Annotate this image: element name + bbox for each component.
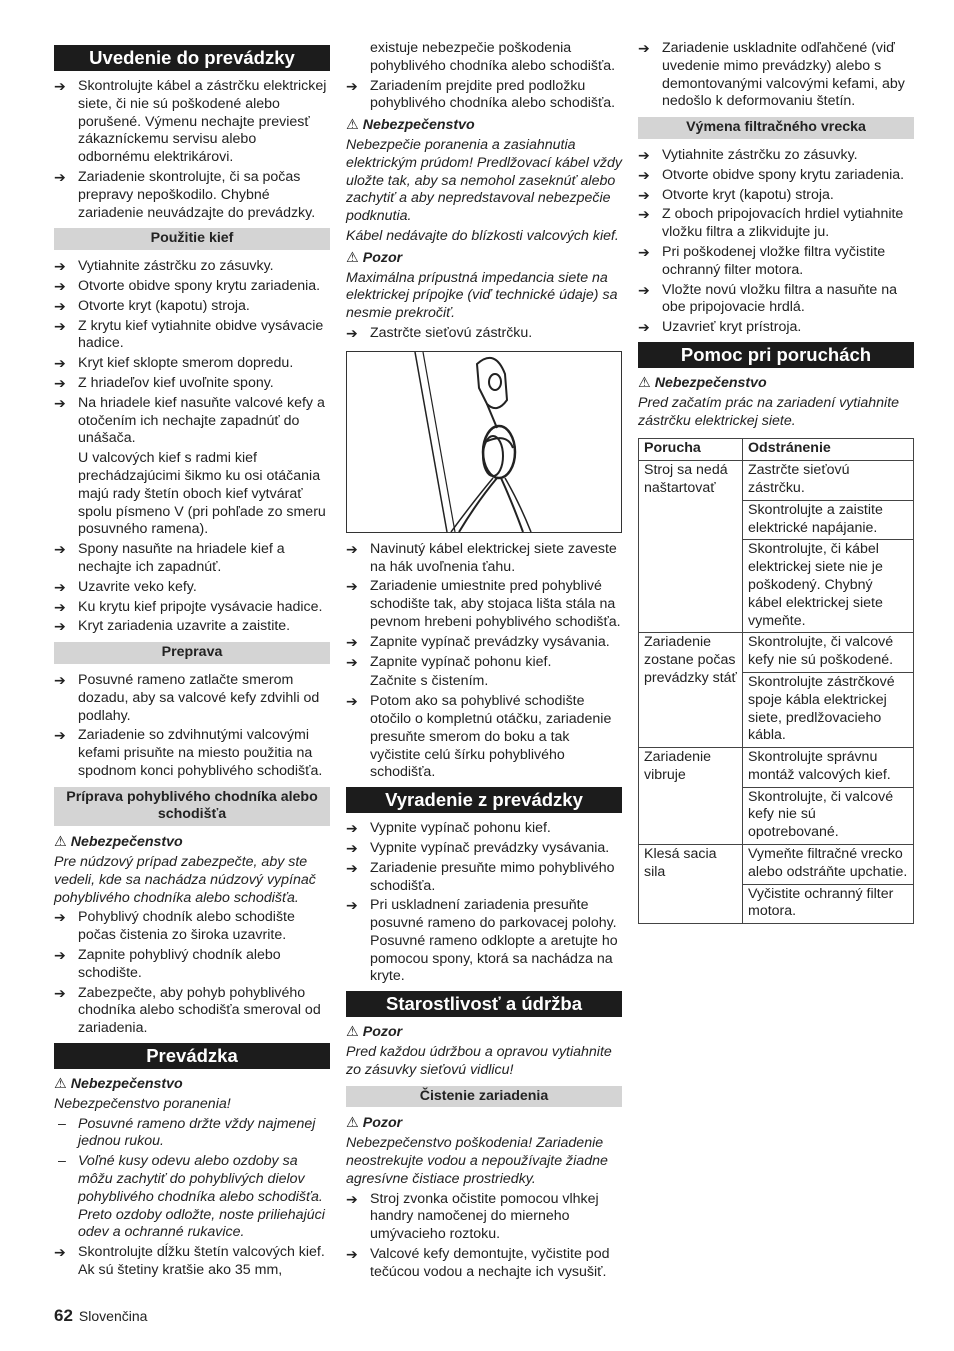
- arrow-right-icon: ➔: [638, 166, 650, 183]
- list-item-text: Zariadenie skontrolujte, či sa počas prepravy nepoškodilo. Chybné zariadenie neuvádzajte do prevádzky.: [78, 168, 316, 221]
- remedy-cell: Vyčistite ochranný filter motora.: [743, 884, 914, 924]
- footer-language: Slovenčina: [78, 1308, 148, 1324]
- fault-cell: Stroj sa nedá naštartovať: [639, 461, 743, 633]
- list-item: [54, 375, 330, 393]
- list-item: [54, 579, 330, 597]
- warning-text-4: Maximálna prípustná impedancia siete na elektrickej prípojke (viď technické údaje) sa nesmie prekročiť.: [346, 269, 618, 322]
- warning-label: Pozor: [362, 249, 403, 266]
- arrow-right-icon: ➔: [54, 727, 66, 744]
- arrow-right-icon: ➔: [638, 243, 650, 260]
- arrow-right-icon: ➔: [346, 540, 358, 557]
- arrow-right-icon: ➔: [54, 277, 66, 294]
- warning-label: Nebezpečenstvo: [70, 1076, 183, 1093]
- list-item: [346, 541, 622, 577]
- fault-cell: Zariadenie vibruje: [639, 748, 743, 845]
- dash-item: [54, 1116, 330, 1152]
- list-b: [346, 325, 622, 343]
- list-item-text: Vytiahnite zástrčku zo zásuvky.: [662, 146, 858, 163]
- dash-item: [54, 1153, 330, 1242]
- list-item: [346, 578, 622, 631]
- warning-text-6: Nebezpečenstvo poškodenia! Zariadenie neostrekujte vodou a nepoužívajte žiadne agresívne čistiace prostriedky.: [346, 1135, 608, 1187]
- list-item: [54, 78, 330, 167]
- list-item-text: Zabezpečte, aby pohyb pohyblivého chodníka alebo schodišťa smeroval od zariadenia.: [78, 984, 321, 1037]
- list-item: [54, 258, 330, 276]
- list-item-text: Zariadenie umiestnite pred pohyblivé schodište tak, aby stojaca lišta stála na pevnom hrebeni pohyblivého schodišťa.: [370, 578, 621, 630]
- arrow-right-icon: ➔: [54, 374, 66, 391]
- list-item: [54, 318, 330, 354]
- arrow-right-icon: ➔: [346, 820, 358, 837]
- warning-triangle-icon: ⚠: [346, 1024, 359, 1041]
- list-item: [346, 860, 622, 896]
- list-item-text: Posuvné rameno zatlačte smerom dozadu, aby sa valcové kefy zdvihli od podlahy.: [78, 671, 320, 724]
- warning-label: Nebezpečenstvo: [654, 374, 767, 391]
- list-item-text: Skontrolujte dĺžku štetín valcových kief. Ak sú štetiny kratšie ako 35 mm,: [78, 1244, 325, 1279]
- dash-bullet: –: [58, 1115, 66, 1132]
- arrow-right-icon: ➔: [54, 947, 66, 964]
- column-1: [54, 40, 330, 1282]
- subheading-vymena: Výmena filtračného vrecka: [638, 117, 914, 139]
- list-item-text: Z krytu kief vytiahnite obidve vysávacie hadice.: [78, 317, 324, 352]
- list-item-text: Pohyblivý chodník alebo schodište počas čistenia zo široka uzavrite.: [78, 909, 295, 944]
- list-item-text: Zariadenie so zdvihnutými valcovými kefami prisuňte na miesto použitia na spodnom konci pohyblivého schodišťa.: [78, 727, 323, 779]
- arrow-right-icon: ➔: [346, 77, 358, 94]
- remedy-cell: Skontrolujte a zaistite elektrické napájanie.: [743, 500, 914, 540]
- list-item: [638, 319, 914, 337]
- list-item-text: Spony nasuňte na hriadele kief a nechajte ich zapadnúť.: [78, 541, 285, 575]
- list-a: [346, 78, 622, 114]
- arrow-right-icon: ➔: [54, 909, 66, 926]
- warning-text-1: Pre núdzový prípad zabezpečte, aby ste vedeli, kde sa nachádza núdzový vypínač pohyblivého chodníka alebo schodišťa.: [54, 854, 316, 906]
- list-item-text: Pri poškodenej vložke filtra vyčistite ochranný filter motora.: [662, 243, 886, 278]
- warning-triangle-icon: ⚠: [54, 1076, 67, 1093]
- warning-nebezpecenstvo-1: [54, 834, 330, 852]
- list-item: [346, 78, 622, 114]
- list-item-text: Z hriadeľov kief uvoľnite spony.: [78, 374, 274, 391]
- list-item: [638, 282, 914, 318]
- vyradenie-list: [346, 820, 622, 986]
- list-item-text: Ku krytu kief pripojte vysávacie hadice.: [78, 598, 323, 615]
- list-item-text: Skontrolujte kábel a zástrčku elektrickej siete, či nie sú poškodené alebo porušené. Výmenu nechajte previesť zákazníckemu servisu alebo odbornému elektrikárovi.: [78, 78, 327, 166]
- dash-item-text: Posuvné rameno držte vždy najmenej jednou rukou.: [78, 1115, 316, 1150]
- list-item: [54, 541, 330, 577]
- list-item: [346, 1191, 622, 1244]
- arrow-right-icon: ➔: [54, 78, 66, 94]
- cable-hook-drawing: [347, 352, 621, 532]
- warning-text-2: Nebezpečenstvo poranenia!: [54, 1095, 231, 1112]
- list-item: [54, 278, 330, 296]
- list-item-text: Z oboch pripojovacích hrdiel vytiahnite vložku filtra a zlikvidujte ju.: [662, 206, 904, 241]
- list-item-text: Vypnite vypínač prevádzky vysávania.: [370, 839, 610, 856]
- list-item: [638, 244, 914, 280]
- warning-triangle-icon: ⚠: [54, 834, 67, 851]
- warning-nebezpecenstvo-2: [54, 1076, 330, 1094]
- warning-label: Pozor: [362, 1115, 403, 1132]
- warning-label: Pozor: [362, 1024, 403, 1041]
- column-2: [346, 40, 622, 1284]
- list-item: [638, 147, 914, 165]
- arrow-right-icon: ➔: [346, 633, 358, 650]
- list-item-text: Zariadenie uskladnite odľahčené (viď uvedenie mimo prevádzky) alebo s demontovanými valcovými kefami, aby nedošlo k deformovaniu štetín.: [662, 40, 905, 110]
- uvedenie-list: [54, 78, 330, 222]
- arrow-right-icon: ➔: [346, 839, 358, 856]
- list-item-text: Na hriadele kief nasuňte valcové kefy a otočením ich nechajte zapadnúť do unášača.: [78, 394, 325, 447]
- list-item: [346, 634, 622, 652]
- arrow-right-icon: ➔: [638, 186, 650, 203]
- arrow-right-icon: ➔: [54, 168, 66, 185]
- remedy-cell: Skontrolujte, či valcové kefy nie sú opotrebované.: [743, 787, 914, 844]
- subheading-kief: Použitie kief: [54, 228, 330, 250]
- list-item-text: Valcové kefy demontujte, vyčistite pod tečúcou vodou a nechajte ich vysušiť.: [370, 1246, 610, 1280]
- table-header-remedy: Odstránenie: [743, 439, 914, 461]
- arrow-right-icon: ➔: [638, 319, 650, 336]
- warning-nebezpecenstvo-4: [638, 375, 914, 393]
- arrow-right-icon: ➔: [54, 671, 66, 688]
- arrow-right-icon: ➔: [54, 355, 66, 372]
- list-item-text: Zapnite vypínač prevádzky vysávania.: [370, 633, 610, 650]
- kief-list-2: [54, 541, 330, 636]
- list-item: [54, 947, 330, 983]
- fault-cell: Klesá sacia sila: [639, 845, 743, 924]
- list-item: [346, 693, 622, 782]
- warning-nebezpecenstvo-3: [346, 117, 622, 135]
- list-item-text: Kryt zariadenia uzavrite a zaistite.: [78, 618, 291, 635]
- arrow-right-icon: ➔: [346, 324, 358, 341]
- list-item-text: Zapnite vypínač pohonu kief.: [370, 653, 552, 670]
- list-item-text: Pri uskladnení zariadenia presuňte posuvné rameno do parkovacej polohy. Posuvné rameno odklopte a aretujte ho pomocou spony, ktorá sa nachádza na kryte.: [370, 897, 618, 985]
- list-item-text: Zariadením prejdite pred podložku pohyblivého chodníka alebo schodišťa.: [370, 77, 616, 112]
- list-d: [346, 693, 622, 782]
- dash-bullet: –: [58, 1153, 66, 1170]
- remedy-cell: Zastrčte sieťovú zástrčku.: [743, 461, 914, 501]
- arrow-right-icon: ➔: [346, 1246, 358, 1263]
- kief-note: U valcových kief s radmi kief prechádzajúcimi šikmo ku osi otáčania majú rady štetín oboch kief vytvárať spolu písmeno V (pri pohľade zo smeru posuvného ramena).: [78, 450, 326, 538]
- warning-text-5: Pred každou údržbou a opravou vytiahnite zo zásuvky sieťovú vidlicu!: [346, 1044, 612, 1078]
- list-item: [54, 909, 330, 945]
- warning-label: Nebezpečenstvo: [362, 117, 475, 134]
- remedy-cell: Vymeňte filtračné vrecko alebo odstráňte upchatie.: [743, 845, 914, 885]
- list-item: [638, 167, 914, 185]
- list-item-text: Uzavrieť kryt prístroja.: [662, 319, 802, 336]
- list-item: [346, 897, 622, 986]
- arrow-right-icon: ➔: [346, 859, 358, 876]
- arrow-right-icon: ➔: [638, 281, 650, 298]
- arrow-right-icon: ➔: [54, 598, 66, 615]
- page-number: 62: [54, 1306, 73, 1325]
- warning-label: Nebezpečenstvo: [70, 834, 183, 851]
- vymena-list: [638, 147, 914, 337]
- arrow-right-icon: ➔: [54, 258, 66, 275]
- list-item-text: Uzavrite veko kefy.: [78, 578, 197, 595]
- warning-triangle-icon: ⚠: [346, 249, 359, 266]
- list-item-text: Vypnite vypínač pohonu kief.: [370, 820, 551, 837]
- arrow-right-icon: ➔: [54, 297, 66, 314]
- arrow-right-icon: ➔: [638, 206, 650, 223]
- remedy-cell: Skontrolujte zástrčkové spoje kábla elektrickej siete, predlžovacieho kábla.: [743, 672, 914, 747]
- list-item: [54, 298, 330, 316]
- arrow-right-icon: ➔: [54, 578, 66, 595]
- list-item: [54, 395, 330, 448]
- list-item: [638, 40, 914, 111]
- arrow-right-icon: ➔: [54, 1244, 66, 1261]
- list-item-text: Vložte novú vložku filtra a nasuňte na obe pripojovacie hrdlá.: [662, 281, 898, 316]
- start-cleaning-text: Začnite s čistením.: [370, 673, 489, 690]
- subheading-preprava: Preprava: [54, 642, 330, 664]
- preprava-list: [54, 672, 330, 781]
- troubleshooting-table: [638, 438, 914, 924]
- list-item: [54, 599, 330, 617]
- list-item: [346, 325, 622, 343]
- arrow-right-icon: ➔: [54, 394, 66, 411]
- list-item: [346, 820, 622, 838]
- list-item-text: Potom ako sa pohyblivé schodište otočilo o kompletnú otáčku, zariadenie presuňte smerom do boku a tak vyčistite celú šírku pohyblivého schodišťa.: [370, 693, 612, 781]
- section-heading-uvedenie: Uvedenie do prevádzky: [54, 45, 330, 71]
- list-item-text: Vytiahnite zástrčku zo zásuvky.: [78, 258, 274, 275]
- table-row: [639, 633, 914, 673]
- table-row: [639, 748, 914, 788]
- section-heading-pomoc: Pomoc pri poruchách: [638, 342, 914, 368]
- warning-text-7: Pred začatím prác na zariadení vytiahnite zástrčku elektrickej siete.: [638, 394, 900, 429]
- arrow-right-icon: ➔: [638, 40, 650, 56]
- arrow-right-icon: ➔: [54, 317, 66, 334]
- list-item-text: Otvorte kryt (kapotu) stroja.: [662, 186, 834, 203]
- list-item-text: Stroj zvonka očistite pomocou vlhkej handry namočenej do mierneho umývacieho roztoku.: [370, 1190, 599, 1243]
- warning-triangle-icon: ⚠: [346, 1115, 359, 1132]
- list-item-text: Zapnite pohyblivý chodník alebo schodište.: [78, 947, 281, 981]
- table-row: [639, 845, 914, 885]
- table-header-row: [639, 439, 914, 461]
- arrow-right-icon: ➔: [54, 541, 66, 558]
- continued-text: existuje nebezpečie poškodenia pohyblivého chodníka alebo schodišťa.: [370, 40, 616, 74]
- section-heading-vyradenie: Vyradenie z prevádzky: [346, 787, 622, 813]
- remedy-cell: Skontrolujte, či kábel elektrickej siete nie je poškodený. Chybný kábel elektrickej siete vymeňte.: [743, 540, 914, 633]
- list-item-text: Zariadenie presuňte mimo pohyblivého schodišťa.: [370, 859, 615, 894]
- arrow-right-icon: ➔: [346, 897, 358, 914]
- cistenie-list: [346, 1191, 622, 1282]
- list-item-text: Zastrčte sieťovú zástrčku.: [370, 324, 533, 341]
- list-item: [346, 840, 622, 858]
- list-item: [54, 985, 330, 1038]
- list-item: [54, 727, 330, 780]
- list-top: [638, 40, 914, 111]
- warning-pozor-2: [346, 1024, 622, 1042]
- list-c: [346, 541, 622, 672]
- warning-triangle-icon: ⚠: [346, 117, 359, 134]
- table-header-fault: Porucha: [639, 439, 743, 461]
- column-3: [638, 40, 914, 924]
- fault-cell: Zariadenie zostane počas prevádzky stáť: [639, 633, 743, 748]
- arrow-right-icon: ➔: [346, 653, 358, 670]
- cable-hook-illustration: [346, 351, 622, 533]
- list-item: [638, 206, 914, 242]
- list-item: [346, 654, 622, 672]
- list-item-text: Navinutý kábel elektrickej siete zaveste na hák uvoľnenia ťahu.: [370, 540, 617, 575]
- dash-list: [54, 1116, 330, 1243]
- list-item: [54, 169, 330, 222]
- warning-pozor-3: [346, 1115, 622, 1133]
- priprava-list: [54, 909, 330, 1038]
- list-item: [638, 187, 914, 205]
- list-item: [54, 1244, 330, 1280]
- remedy-cell: Skontrolujte, či valcové kefy nie sú poškodené.: [743, 633, 914, 673]
- subheading-priprava: Príprava pohyblivého chodníka alebo schodišťa: [54, 787, 330, 827]
- arrow-right-icon: ➔: [54, 618, 66, 635]
- kief-list: [54, 258, 330, 448]
- list-item-text: Otvorte obidve spony krytu zariadenia.: [78, 277, 321, 294]
- warning-triangle-icon: ⚠: [638, 374, 651, 391]
- arrow-right-icon: ➔: [346, 578, 358, 595]
- list-item: [54, 672, 330, 725]
- arrow-right-icon: ➔: [346, 1190, 358, 1207]
- subheading-cistenie: Čistenie zariadenia: [346, 1086, 622, 1108]
- table-row: [639, 461, 914, 501]
- list-item-text: Otvorte obidve spony krytu zariadenia.: [662, 166, 905, 183]
- list-item: [54, 355, 330, 373]
- dash-item-text: Voľné kusy odevu alebo ozdoby sa môžu zachytiť do pohyblivých dielov pohyblivého chodníka alebo schodišťa. Preto ozdoby odložte, noste priliehajúci odev a ochranné rukavice.: [78, 1153, 325, 1241]
- arrow-right-icon: ➔: [346, 693, 358, 710]
- table-body: [639, 461, 914, 924]
- warning-text-3b: Kábel nedávajte do blízkosti valcových kief.: [346, 227, 619, 244]
- list-item: [54, 618, 330, 636]
- list-item-text: Kryt kief sklopte smerom dopredu.: [78, 355, 294, 372]
- remedy-cell: Skontrolujte správnu montáž valcových kief.: [743, 748, 914, 788]
- warning-text-3: Nebezpečie poranenia a zasiahnutia elektrickým prúdom! Predlžovací kábel vždy uložte tak, aby sa nemohol zaseknúť alebo zachytiť a aby nepredstavoval nebezpečie podknutia.: [346, 136, 622, 225]
- section-heading-prevadzka: Prevádzka: [54, 1043, 330, 1069]
- list-item-text: Otvorte kryt (kapotu) stroja.: [78, 297, 250, 314]
- arrow-right-icon: ➔: [54, 984, 66, 1001]
- prevadzka-list: [54, 1244, 330, 1280]
- list-item: [346, 1246, 622, 1282]
- page-footer: [54, 1307, 147, 1326]
- arrow-right-icon: ➔: [638, 146, 650, 163]
- warning-pozor-1: [346, 250, 622, 268]
- section-heading-starostlivost: Starostlivosť a údržba: [346, 991, 622, 1017]
